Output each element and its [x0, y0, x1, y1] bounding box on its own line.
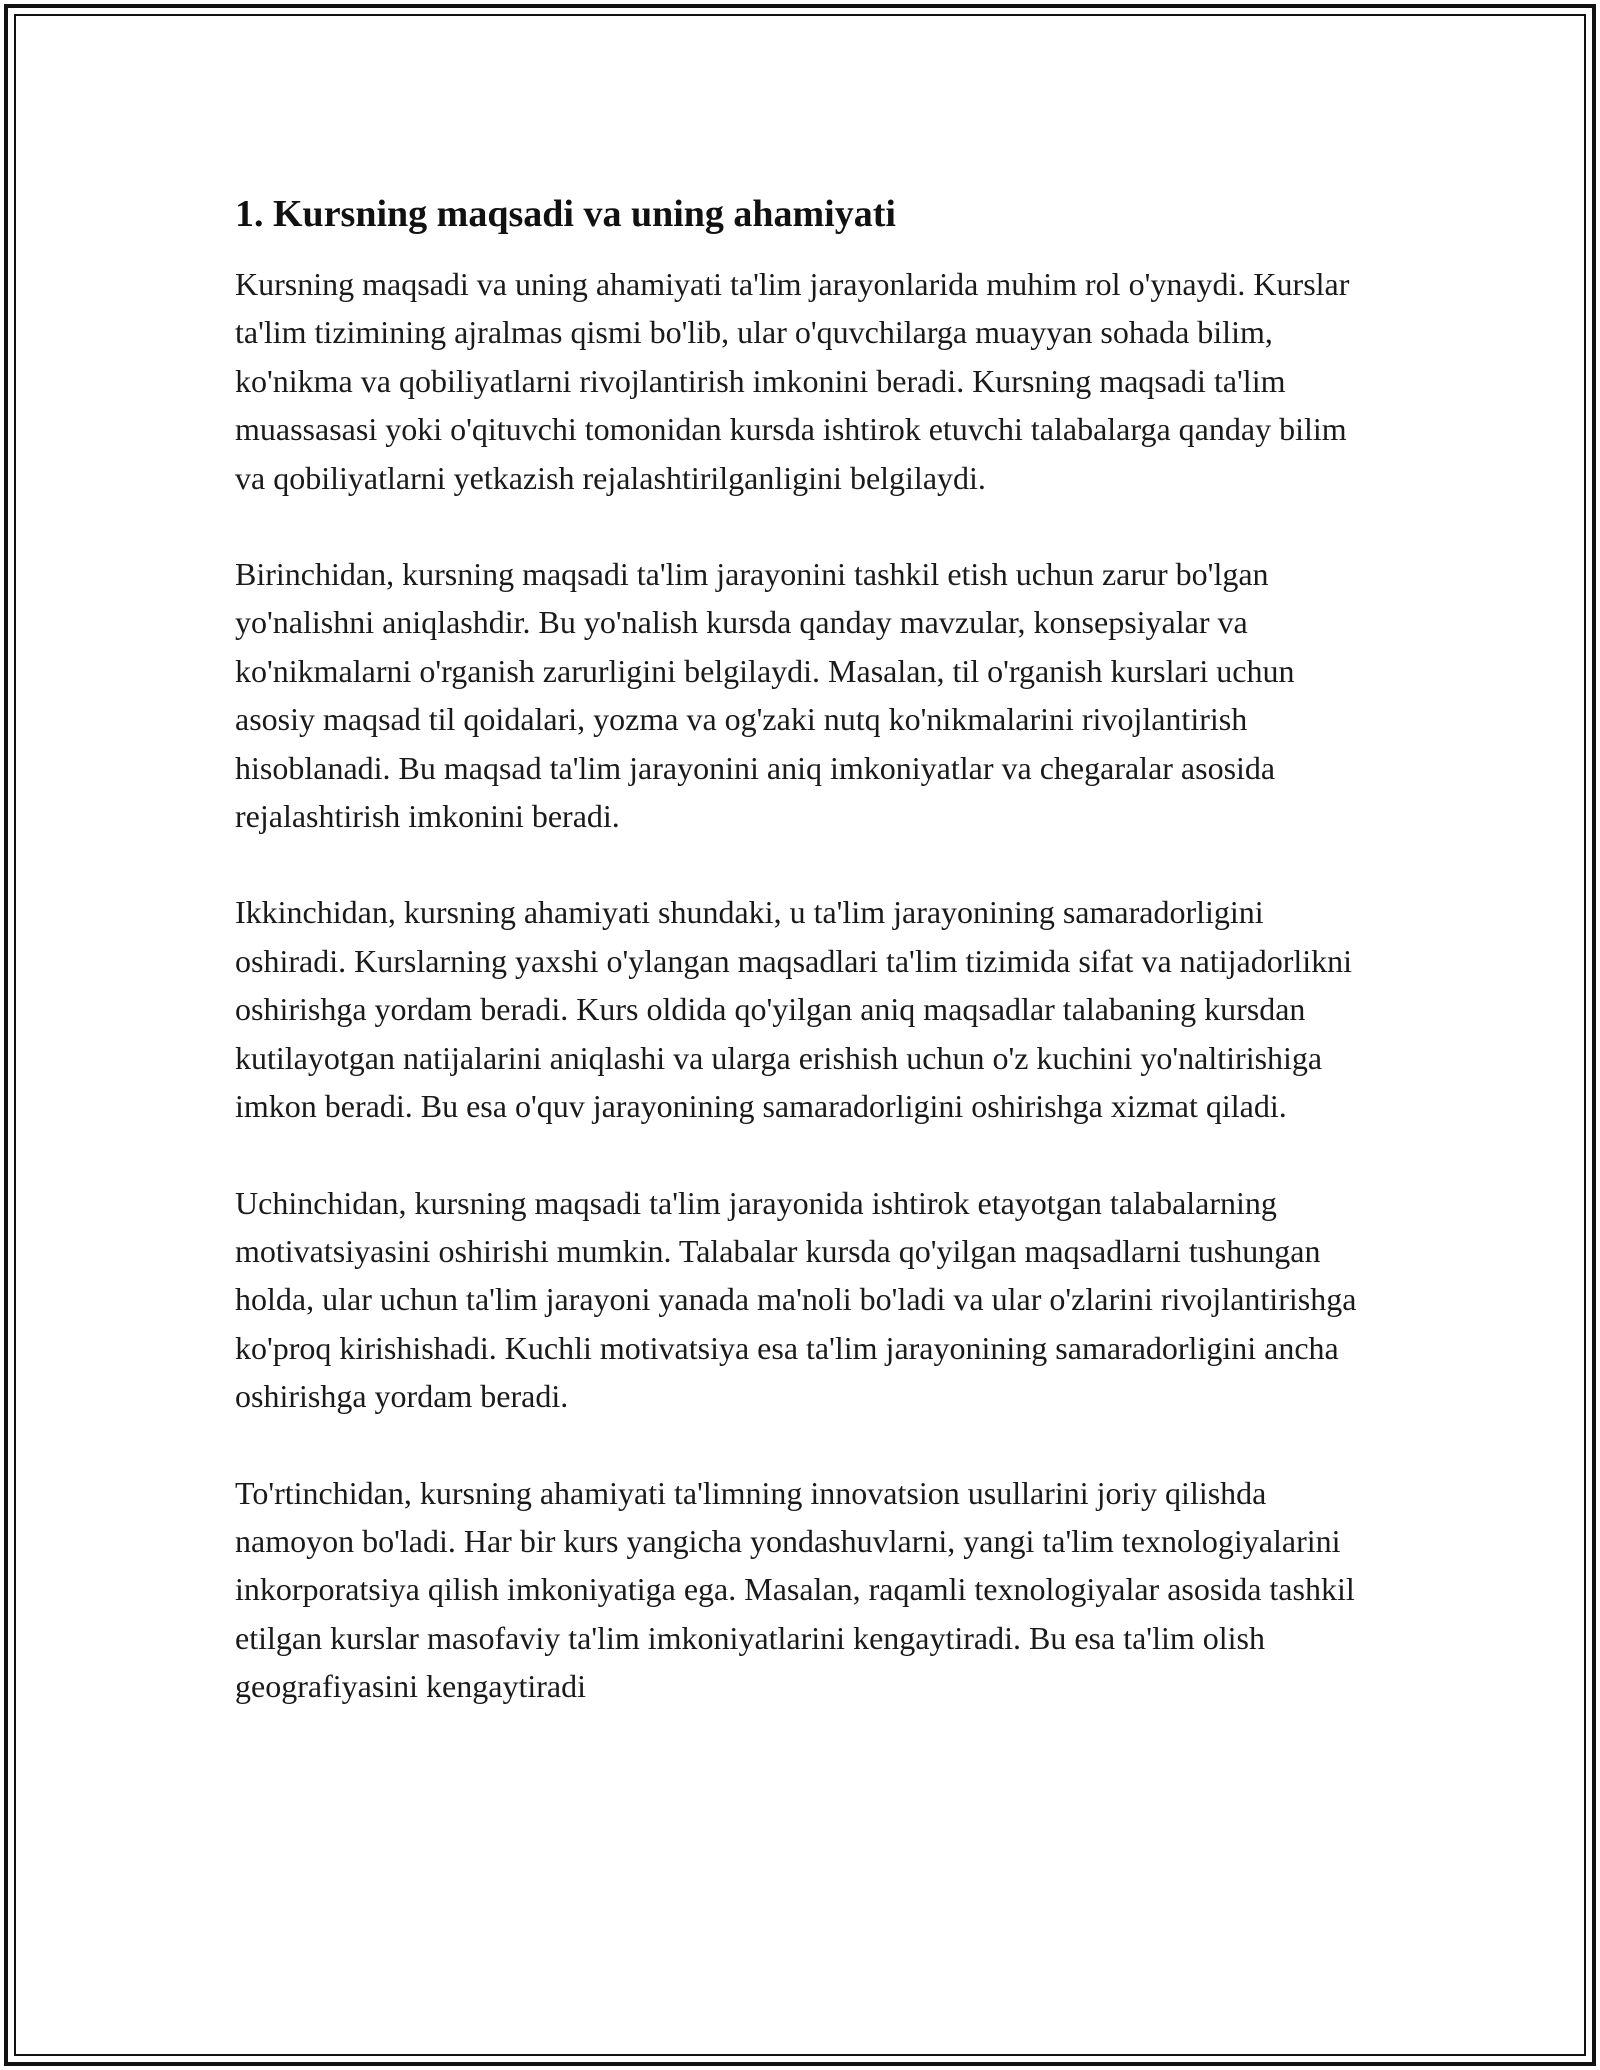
section-heading: 1. Kursning maqsadi va uning ahamiyati	[235, 193, 896, 235]
paragraph-third: Uchinchidan, kursning maqsadi ta'lim jarayonida ishtirok etayotgan talabalarning motivatsiyasini oshirishi mumkin. Talabalar kursda qo'yilgan maqsadlarni tushungan holda, ular uchun ta'lim jarayoni yanada ma'noli bo'ladi va ular o'zlarini rivojlantirishga ko'proq kirishishadi. Kuchli motivatsiya esa ta'lim jarayonining samaradorligini ancha oshirishga yordam beradi.	[235, 1184, 1357, 1415]
paragraph-first: Birinchidan, kursning maqsadi ta'lim jarayonini tashkil etish uchun zarur bo'lgan yo'nalishni aniqlashdir. Bu yo'nalish kursda qanday mavzular, konsepsiyalar va ko'nikmalarni o'rganish zarurligini belgilaydi. Masalan, til o'rganish kurslari uchun asosiy maqsad til qoidalari, yozma va og'zaki nutq ko'nikmalarini rivojlantirish hisoblanadi. Bu maqsad ta'lim jarayonini aniq imkoniyatlar va chegaralar asosida rejalashtirish imkonini beradi.	[235, 556, 1295, 835]
paragraph-intro: Kursning maqsadi va uning ahamiyati ta'lim jarayonlarida muhim rol o'ynaydi. Kurslar ta'lim tizimining ajralmas qismi bo'lib, ular o'quvchilarga muayyan sohada bilim, ko'nikma va qobiliyatlarni rivojlantirish imkonini beradi. Kursning maqsadi ta'lim muassasasi yoki o'qituvchi tomonidan kursda ishtirok etuvchi talabalarga qanday bilim va qobiliyatlarni yetkazish rejalashtirilganligini belgilaydi.	[235, 266, 1350, 496]
document-body	[235, 190, 1375, 1759]
paragraph-second: Ikkinchidan, kursning ahamiyati shundaki, u ta'lim jarayonining samaradorligini oshiradi. Kurslarning yaxshi o'ylangan maqsadlari ta'lim tizimida sifat va natijadorlikni oshirishga yordam beradi. Kurs oldida qo'yilgan aniq maqsadlar talabaning kursdan kutilayotgan natijalarini aniqlashi va ularga erishish uchun o'z kuchini yo'naltirishiga imkon beradi. Bu esa o'quv jarayonining samaradorligini oshirishga xizmat qiladi.	[235, 894, 1353, 1125]
paragraph-fourth: To'rtinchidan, kursning ahamiyati ta'limning innovatsion usullarini joriy qilishda namoyon bo'ladi. Har bir kurs yangicha yondashuvlarni, yangi ta'lim texnologiyalarini inkorporatsiya qilish imkoniyatiga ega. Masalan, raqamli texnologiyalar asosida tashkil etilgan kurslar masofaviy ta'lim imkoniyatlarini kengaytiradi. Bu esa ta'lim olish geografiyasini kengaytiradi	[235, 1474, 1355, 1705]
